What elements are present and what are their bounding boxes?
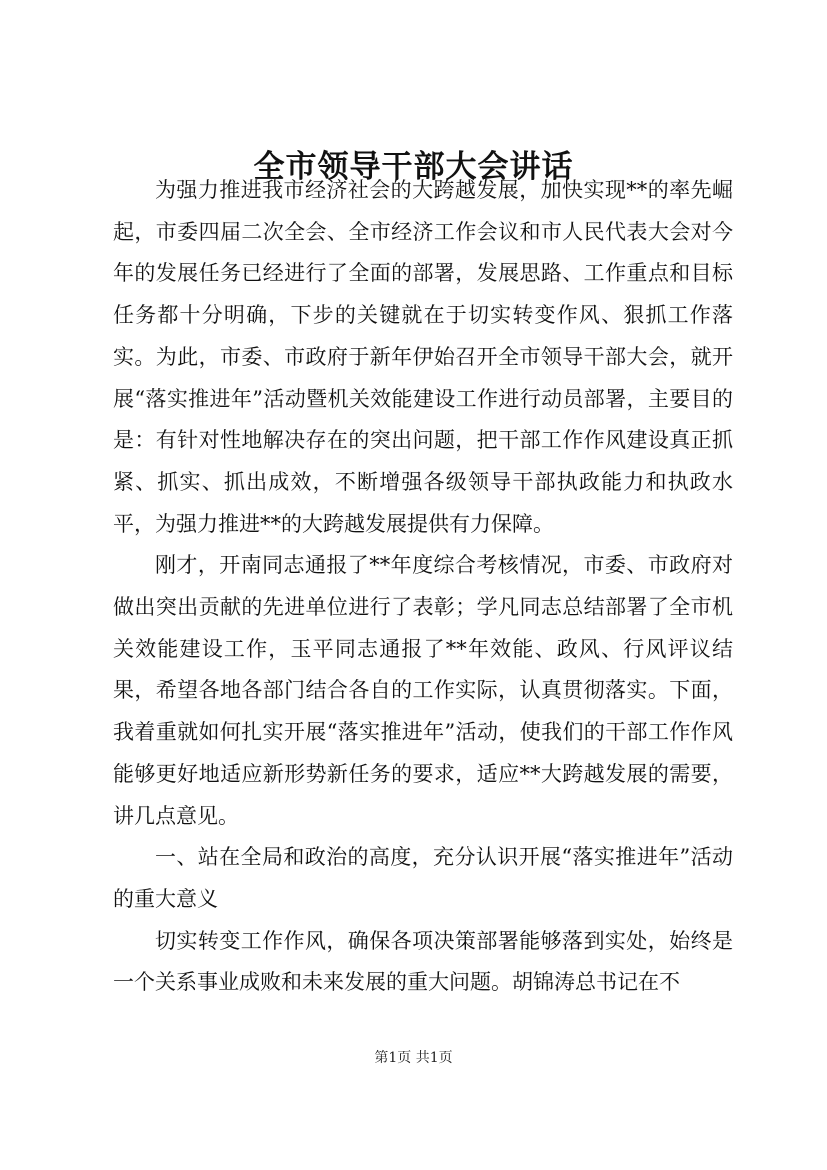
- page-footer: 第1页 共1页: [374, 1050, 453, 1066]
- document-body: [113, 170, 733, 1004]
- section-heading-1: 一、站在全局和政治的高度，充分认识开展“落实推进年”活动的重大意义: [113, 845, 733, 911]
- document-title: 全市领导干部大会讲话: [253, 149, 574, 185]
- paragraph-report: 刚才，开南同志通报了**年度综合考核情况，市委、市政府对做出突出贡献的先进单位进行了表彰；学凡同志总结部署了全市机关效能建设工作，玉平同志通报了**年效能、政风、行风评议结果，希望各地各部门结合各自的工作实际，认真贯彻落实。下面，我着重就如何扎实开展“落实推进年”活动，使我们的干部工作作风能够更好地适应新形势新任务的要求，适应**大跨越发展的需要，讲几点意见。: [113, 553, 733, 828]
- paragraph-intro: 为强力推进我市经济社会的大跨越发展，加快实现**的率先崛起，市委四届二次全会、全市经济工作会议和市人民代表大会对今年的发展任务已经进行了全面的部署，发展思路、工作重点和目标任务都十分明确，下步的关键就在于切实转变作风、狠抓工作落实。为此，市委、市政府于新年伊始召开全市领导干部大会，就开展“落实推进年”活动暨机关效能建设工作进行动员部署，主要目的是：有针对性地解决存在的突出问题，把干部工作作风建设真正抓紧、抓实、抓出成效，不断增强各级领导干部执政能力和执政水平，为强力推进**的大跨越发展提供有力保障。: [113, 178, 733, 536]
- paragraph-section-1: 切实转变工作作风，确保各项决策部署能够落到实处，始终是一个关系事业成败和未来发展的重大问题。胡锦涛总书记在不: [113, 928, 733, 995]
